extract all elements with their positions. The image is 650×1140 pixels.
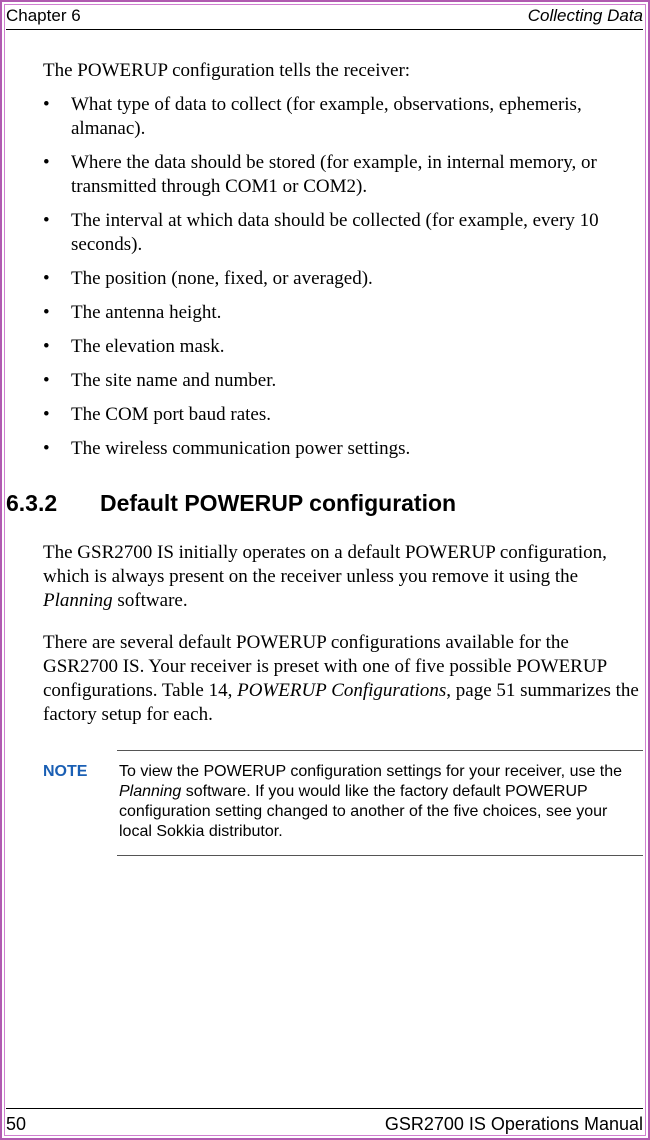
page-number: 50 [6,1114,27,1134]
bullet-glyph: • [43,94,50,115]
list-item-text: The elevation mask. [71,336,225,357]
page-header [6,3,643,30]
section-number: 6.3.2 [6,490,58,516]
bullet-glyph: • [43,302,50,323]
list-item [43,267,643,291]
list-item [43,93,643,141]
paragraph-default-config [43,541,643,613]
bullet-glyph: • [43,268,50,289]
bullet-glyph: • [43,370,50,391]
software-name: Planning [43,590,113,611]
list-item [43,209,643,257]
list-item [43,335,643,359]
list-item-text: Where the data should be stored (for example, in internal memory, or transmitted through COM1 or COM2). [71,152,597,197]
paragraph-text: software. [112,590,188,611]
chapter-label: Chapter 6 [6,6,81,25]
list-item-text: The interval at which data should be collected (for example, every 10 seconds). [71,210,599,255]
list-item-text: The site name and number. [71,370,277,391]
list-item-text: What type of data to collect (for example, observations, ephemeris, almanac). [71,94,582,139]
bullet-glyph: • [43,438,50,459]
paragraph-text: The GSR2700 IS initially operates on a default POWERUP configuration, which is always present on the receiver unless you remove it using the [43,542,607,587]
note-label: NOTE [43,763,88,780]
list-item [43,369,643,393]
section-heading [6,490,636,517]
list-item [43,437,643,461]
paragraph-text: , page 51 summarizes the factory setup for each. [43,680,639,725]
note-top-rule [117,750,643,751]
bullet-glyph: • [43,336,50,357]
list-item [43,151,643,199]
list-item-text: The antenna height. [71,302,222,323]
note-bottom-rule [117,855,643,856]
note-text-part: software. If you would like the factory default POWERUP configuration setting changed to another of the five choices, see your local Sokkia distributor. [119,783,608,840]
bullet-glyph: • [43,404,50,425]
bullet-list [43,93,643,471]
page-footer [6,1108,643,1137]
intro-paragraph: The POWERUP configuration tells the receiver: [43,60,411,81]
note-text [119,762,643,842]
list-item-text: The position (none, fixed, or averaged). [71,268,373,289]
software-name: Planning [119,783,182,800]
paragraph-available-configs [43,631,643,727]
bullet-glyph: • [43,152,50,173]
note-text-part: To view the POWERUP configuration settings for your receiver, use the [119,763,623,780]
list-item [43,403,643,427]
list-item [43,301,643,325]
list-item-text: The wireless communication power settings. [71,438,411,459]
manual-title: GSR2700 IS Operations Manual [384,1114,643,1134]
table-reference: POWERUP Configurations [237,680,447,701]
paragraph-text: There are several default POWERUP configurations available for the GSR2700 IS. Your receiver is preset with one of five possible POWERUP configurations. Table 14, [43,632,607,701]
section-heading-title: Default POWERUP configuration [100,490,457,516]
section-title: Collecting Data [527,6,643,25]
list-item-text: The COM port baud rates. [71,404,271,425]
bullet-glyph: • [43,210,50,231]
